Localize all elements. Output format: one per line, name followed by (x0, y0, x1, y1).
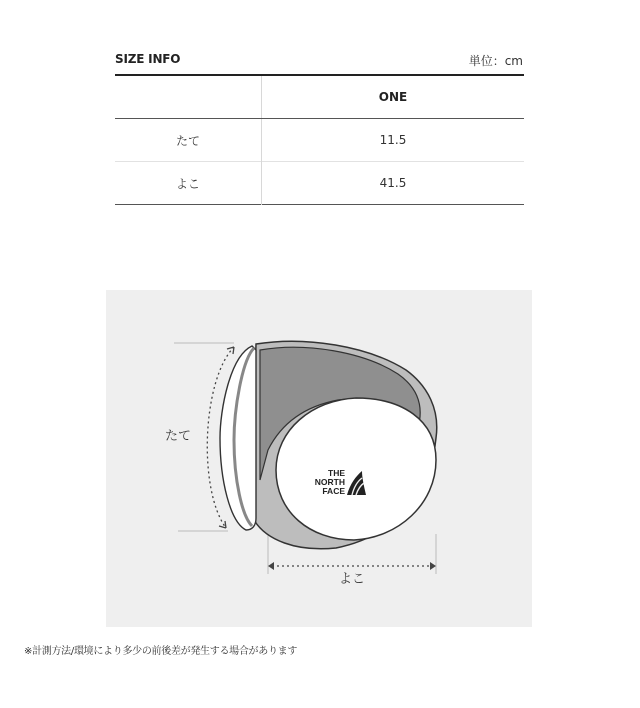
logo-line-1: THE (328, 468, 345, 478)
arrowhead-bottom-icon (219, 521, 226, 528)
header-label-cell (115, 75, 262, 119)
logo-line-3: FACE (322, 486, 345, 496)
width-dimension-label: よこ (338, 572, 366, 587)
unit-label: 単位：cm (468, 54, 523, 68)
size-table (115, 74, 524, 205)
size-info-title: SIZE INFO (115, 52, 181, 66)
header-size-one: ONE (262, 75, 525, 119)
row-value-height: 11.5 (379, 133, 407, 147)
row-value-width: 41.5 (262, 162, 525, 205)
row-label-width: よこ (115, 162, 262, 205)
row-label-height: たて (115, 119, 262, 162)
measurement-note: ※計測方法/環境により多少の前後差が発生する場合があります (24, 646, 298, 657)
earmuff-illustration (106, 290, 532, 627)
earmuff-side-edge (220, 346, 256, 530)
table-header-row (115, 75, 524, 119)
table-row (115, 162, 524, 205)
earmuff-diagram-panel (106, 290, 532, 627)
arrowhead-right-icon (430, 562, 436, 570)
table-row (115, 119, 524, 162)
logo-line-2: NORTH (314, 477, 345, 487)
height-dimension-label: たて (164, 429, 192, 444)
arrowhead-left-icon (268, 562, 274, 570)
earmuff-cup (276, 398, 436, 540)
